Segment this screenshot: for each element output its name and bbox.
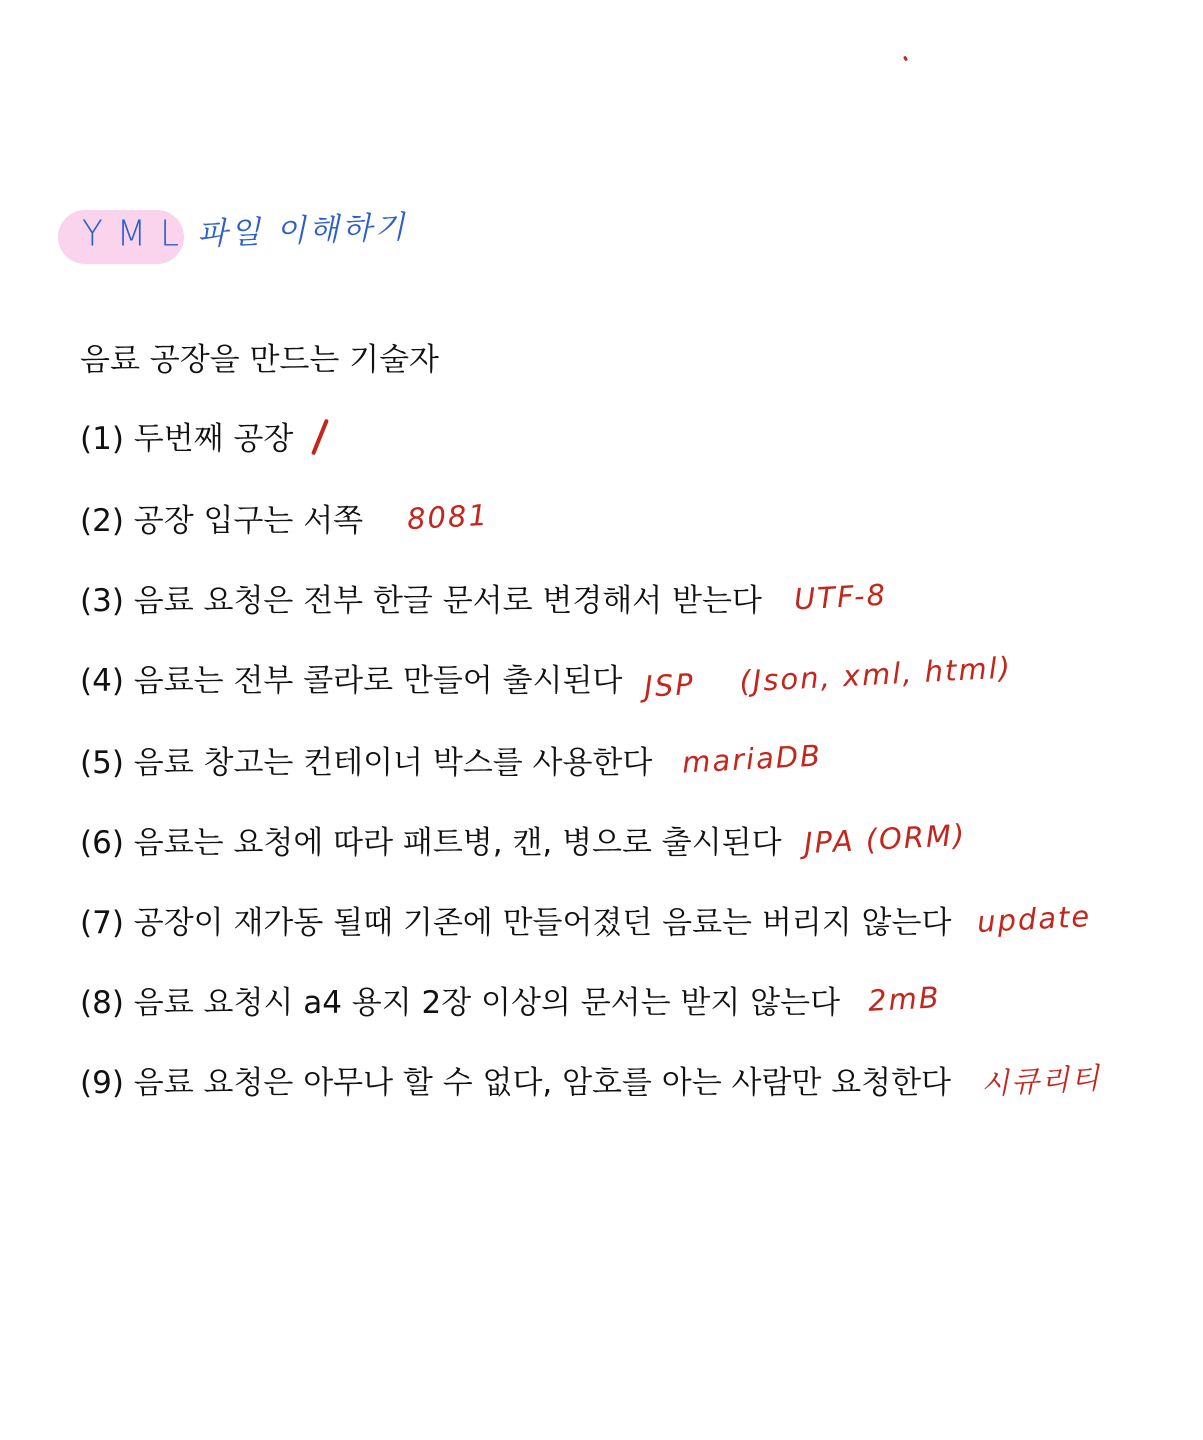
item-note: JSP (Json, xml, html) — [643, 650, 1014, 704]
heading-prefix: 음료 공장을 만드는 — [80, 342, 350, 378]
item-note: UTF-8 — [793, 577, 888, 617]
list-item — [80, 574, 887, 620]
item-text: (4) 음료는 전부 콜라로 만들어 출시된다 — [80, 662, 623, 699]
title-highlighted-word: YML — [82, 213, 194, 255]
list-item — [80, 736, 822, 782]
list-item — [80, 896, 1092, 942]
item-note: update — [976, 899, 1093, 939]
item-note: 시큐리티 — [980, 1060, 1102, 1101]
item-text: (2) 공장 입구는 서쪽 — [80, 502, 364, 539]
heading-highlighted-word: 기술자 — [349, 334, 439, 379]
list-item — [80, 494, 489, 540]
item-note: 8081 — [406, 497, 490, 537]
item-note-slash — [311, 419, 329, 456]
item-note: JPA (ORM) — [802, 817, 967, 861]
item-text: (7) 공장이 재가동 될때 기존에 만들어졌던 음료는 버리지 않는다 — [80, 904, 952, 941]
item-note: mariaDB — [681, 738, 824, 780]
list-item — [80, 976, 941, 1022]
list-item — [80, 650, 1014, 704]
page-title — [58, 206, 408, 262]
item-text: (6) 음료는 요청에 따라 패트병, 캔, 병으로 출시된다 — [80, 824, 782, 861]
list-item — [80, 1056, 1101, 1102]
section-heading — [80, 334, 439, 379]
item-text: (3) 음료 요청은 전부 한글 문서로 변경해서 받는다 — [80, 582, 762, 619]
item-text: (9) 음료 요청은 아무나 할 수 없다, 암호를 아는 사람만 요청한다 — [80, 1064, 952, 1101]
list-item — [80, 816, 966, 862]
item-text: (5) 음료 창고는 컨테이너 박스를 사용한다 — [80, 744, 653, 781]
title-text: 파일 이해하기 — [196, 208, 409, 253]
stray-pen-mark — [903, 56, 908, 62]
item-note: 2mB — [867, 980, 942, 1018]
item-text: (8) 음료 요청시 a4 용지 2장 이상의 문서는 받지 않는다 — [80, 984, 841, 1021]
item-text: (1) 두번째 공장 — [80, 420, 294, 457]
list-item — [80, 412, 293, 458]
